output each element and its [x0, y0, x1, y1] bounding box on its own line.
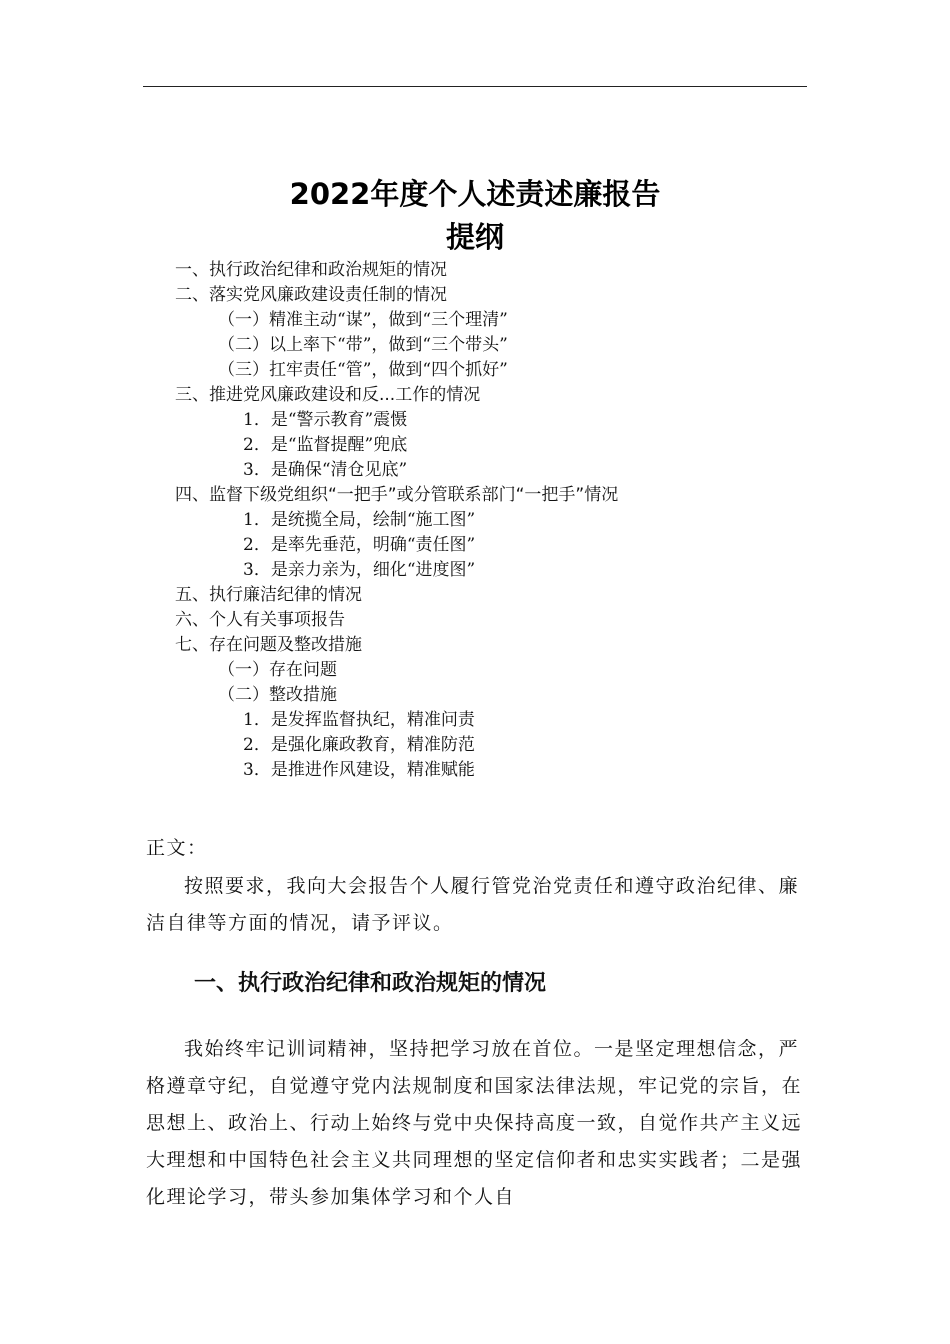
document-title: 2022年度个人述责述廉报告: [289, 177, 661, 211]
outline-heading: 提纲: [445, 220, 504, 254]
outline-item: 2．是率先垂范，明确“责任图”: [243, 535, 476, 555]
outline-item: （二）整改措施: [218, 685, 337, 705]
section-paragraph: 我始终牢记训词精神，坚持把学习放在首位。一是坚定理想信念，严格遵章守纪，自觉遵守党内法规制度和国家法律法规，牢记党的宗旨，在思想上、政治上、行动上始终与党中央保持高度一致，自觉作共产主义远大理想和中国特色社会主义共同理想的坚定信仰者和忠实实践者；二是强化理论学习，带头参加集体学习和个人自: [146, 1038, 803, 1208]
outline-item: 3．是推进作风建设，精准赋能: [243, 760, 475, 780]
outline-item: 四、监督下级党组织“一把手”或分管联系部门“一把手”情况: [175, 485, 619, 505]
outline-item: 2．是强化廉政教育，精准防范: [243, 735, 475, 755]
outline-item: 一、执行政治纪律和政治规矩的情况: [175, 260, 447, 280]
outline-item: 六、个人有关事项报告: [175, 610, 345, 630]
outline-item: 1．是“警示教育”震慑: [243, 410, 408, 430]
outline-item: （二）以上率下“带”，做到“三个带头”: [218, 335, 508, 355]
header-rule: [143, 86, 807, 87]
section-heading: 一、执行政治纪律和政治规矩的情况: [194, 971, 547, 996]
outline-item: 1．是统揽全局，绘制“施工图”: [243, 510, 476, 530]
body-label: 正文：: [146, 837, 208, 859]
outline-item: 3．是确保“清仓见底”: [243, 460, 408, 480]
outline-item: （三）扛牢责任“管”，做到“四个抓好”: [218, 360, 508, 380]
intro-paragraph: 按照要求，我向大会报告个人履行管党治党责任和遵守政治纪律、廉洁自律等方面的情况，请予评议。: [146, 875, 800, 934]
outline-item: （一）精准主动“谋”，做到“三个理清”: [218, 310, 508, 330]
outline-item: 三、推进党风廉政建设和反...工作的情况: [175, 385, 481, 405]
outline-item: 1．是发挥监督执纪，精准问责: [243, 710, 475, 730]
outline-item: （一）存在问题: [218, 660, 337, 680]
outline-item: 二、落实党风廉政建设责任制的情况: [175, 285, 447, 305]
outline-item: 七、存在问题及整改措施: [175, 635, 362, 655]
outline-item: 五、执行廉洁纪律的情况: [175, 585, 362, 605]
outline-item: 3．是亲力亲为，细化“进度图”: [243, 560, 476, 580]
outline-item: 2．是“监督提醒”兜底: [243, 435, 408, 455]
